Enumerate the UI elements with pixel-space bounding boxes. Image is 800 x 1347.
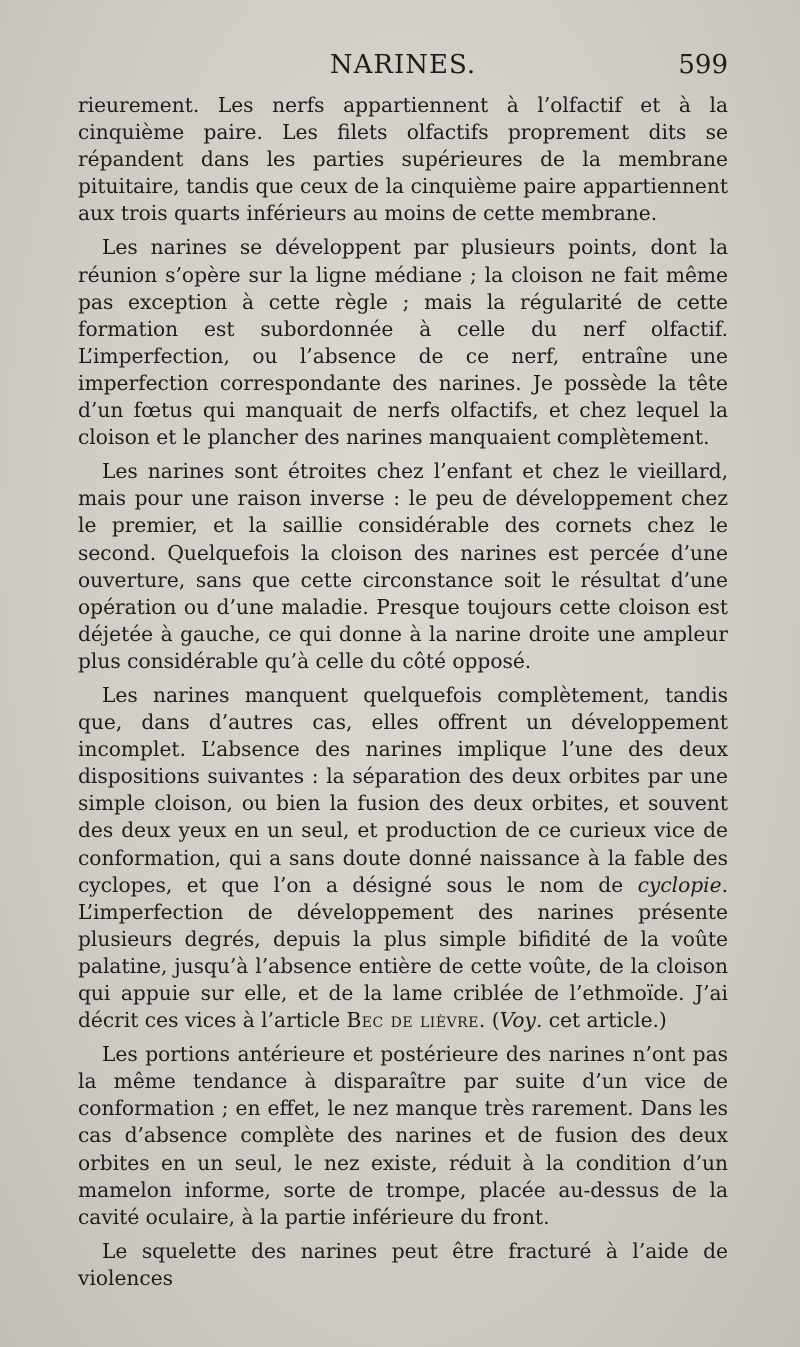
- body-text: [78, 92, 728, 1299]
- paragraph-narrowness: Les narines sont étroites chez l’enfant et chez le vieillard, mais pour une raison inverse : le peu de développement chez le premier, et la saillie considérable des cornets chez le second. Quelquefois la cloison des narines est percée d’une ouverture, sans que cette circonstance soit le résultat d’une opération ou d’une maladie. Presque toujours cette cloison est déjetée à gauche, ce qui donne à la narine droite une ampleur plus considérable qu’à celle du côté opposé.: [78, 459, 728, 673]
- page-number: 599: [678, 50, 728, 80]
- paragraph-absence-text-a: Les narines manquent quelquefois complètement, tandis que, dans d’autres cas, elles offrent un développement incomplet. L’absence des narines implique l’une des deux dispositions suivantes : la séparation des deux orbites par une simple cloison, ou bien la fusion des deux orbites, et souvent des deux yeux en un seul, et production de ce curieux vice de conformation, qui a sans doute donné naissance à la fable des cyclopes, et que l’on a désigné sous le nom de: [78, 682, 728, 897]
- paragraph-development: Les narines se développent par plusieurs points, dont la réunion s’opère sur la ligne médiane ; la cloison ne fait même pas exception à cette règle ; mais la régularité de cette formation est subordonnée à celle du nerf olfactif. L’imperfection, ou l’absence de ce nerf, entraîne une imperfection correspondante des narines. Je possède la tête d’un fœtus qui manquait de nerfs olfactifs, et chez lequel la cloison et le plancher des narines manquaient complètement.: [78, 235, 728, 450]
- paragraph-absence-text-b: . L’imperfection de développement des narines présente plusieurs degrés, depuis la plus simple bifidité de la voûte palatine, jusqu’à l’absence entière de cette voûte, de la cloison qui appuie sur elle, et de la lame criblée de l’ethmoïde. J’ai décrit ces vices à l’article: [78, 872, 728, 1033]
- term-cyclopie: cyclopie: [637, 872, 722, 897]
- paragraph-absence: [78, 682, 728, 1034]
- article-reference: Bec de lièvre: [346, 1008, 479, 1033]
- paragraph-absence-text-d: . cet article.): [535, 1008, 667, 1033]
- paragraph-absence-text-c: . (: [478, 1008, 500, 1033]
- voy-abbrev: Voy: [499, 1008, 536, 1033]
- paragraph-skeleton: Le squelette des narines peut être fracturé à l’aide de violences: [78, 1238, 728, 1290]
- running-head: NARINES.: [329, 50, 477, 80]
- paragraph-nose-portions: Les portions antérieure et postérieure des narines n’ont pas la même tendance à disparaître par suite d’un vice de conformation ; en effet, le nez manque très rarement. Dans les cas d’absence complète des narines et de fusion des deux orbites en un seul, le nez existe, réduit à la condition d’un mamelon informe, sorte de trompe, placée au-dessus de la cavité oculaire, à la partie inférieure du front.: [78, 1042, 728, 1229]
- page-header: [78, 48, 728, 88]
- paragraph-continuation: rieurement. Les nerfs appartiennent à l’olfactif et à la cinquième paire. Les filets olfactifs proprement dits se répandent dans les parties supérieures de la membrane pituitaire, tandis que ceux de la cinquième paire appartiennent aux trois quarts inférieurs au moins de cette membrane.: [78, 93, 728, 226]
